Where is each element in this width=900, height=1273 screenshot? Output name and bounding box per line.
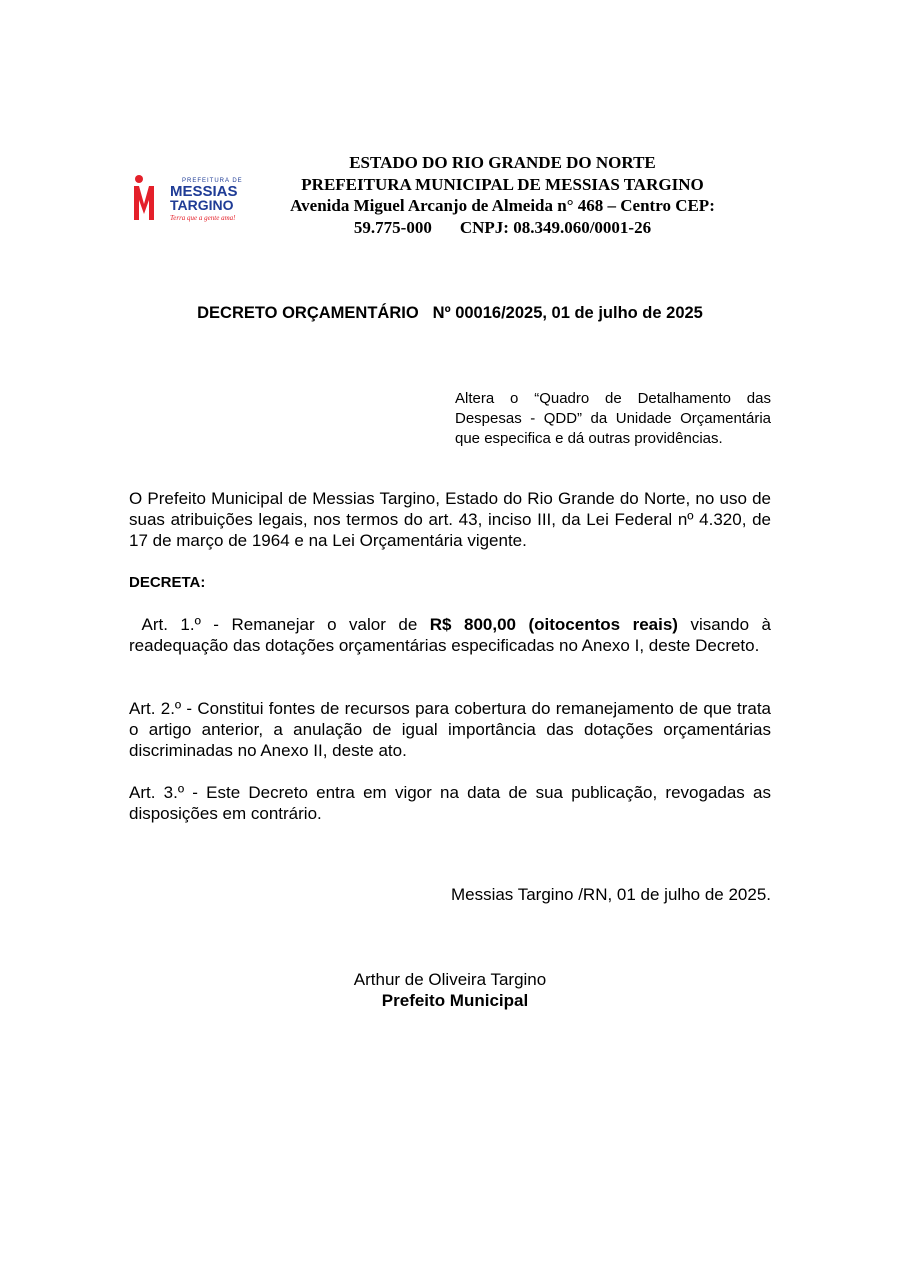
letterhead-cep-cnpj: [270, 217, 735, 239]
decreta-heading: DECRETA:: [129, 574, 206, 591]
article-1: [129, 614, 771, 656]
article-1-intro: Art. 1.º - Remanejar o valor de: [141, 615, 418, 634]
letterhead-cep: 59.775-000: [353, 217, 432, 237]
logo-small-text: PREFEITURA DE: [182, 178, 243, 184]
article-3: Art. 3.º - Este Decreto entra em vigor na data de sua publicação, revogadas as disposições em contrário.: [129, 783, 771, 823]
decree-ementa: Altera o “Quadro de Detalhamento das Despesas - QDD” da Unidade Orçamentária que especifica e dá outras providências.: [455, 390, 771, 447]
decree-title-number-date: Nº 00016/2025, 01 de julho de 2025: [432, 304, 703, 322]
letterhead-state: ESTADO DO RIO GRANDE DO NORTE: [349, 153, 656, 172]
logo-name-line1: MESSIAS: [170, 183, 238, 200]
logo-dot: [135, 175, 143, 183]
article-1-rest: visando à readequação das dotações orçamentárias especificadas no Anexo I, deste Decreto.: [129, 615, 771, 655]
logo-name-line2: TARGINO: [170, 197, 234, 213]
letterhead: [270, 152, 735, 238]
decree-preamble: O Prefeito Municipal de Messias Targino, Estado do Rio Grande do Norte, no uso de suas atribuições legais, nos termos do art. 43, inciso III, da Lei Federal nº 4.320, de 17 de março de 1964 e na Lei Orçamentária vigente.: [129, 489, 771, 550]
logo-slogan: Terra que a gente ama!: [170, 214, 236, 222]
signer-name: Arthur de Oliveira Targino: [353, 970, 547, 989]
signer-title: Prefeito Municipal: [381, 991, 529, 1010]
letterhead-cnpj: CNPJ: 08.349.060/0001-26: [459, 217, 652, 237]
article-2: Art. 2.º - Constitui fontes de recursos para cobertura do remanejamento de que trata o artigo anterior, a anulação de igual importância das dotações orçamentárias discriminadas no Anexo II, deste ato.: [129, 699, 771, 760]
place-date: Messias Targino /RN, 01 de julho de 2025.: [450, 885, 771, 904]
article-1-amount: R$ 800,00 (oitocentos reais): [429, 615, 678, 634]
municipality-logo: [132, 174, 256, 226]
letterhead-municipality: PREFEITURA MUNICIPAL DE MESSIAS TARGINO: [301, 174, 704, 194]
letterhead-address: Avenida Miguel Arcanjo de Almeida n° 468 – Centro CEP:: [290, 196, 715, 215]
logo-m-shape: [134, 186, 154, 220]
decree-title-type: DECRETO ORÇAMENTÁRIO: [197, 304, 419, 322]
decree-title: [0, 304, 900, 323]
